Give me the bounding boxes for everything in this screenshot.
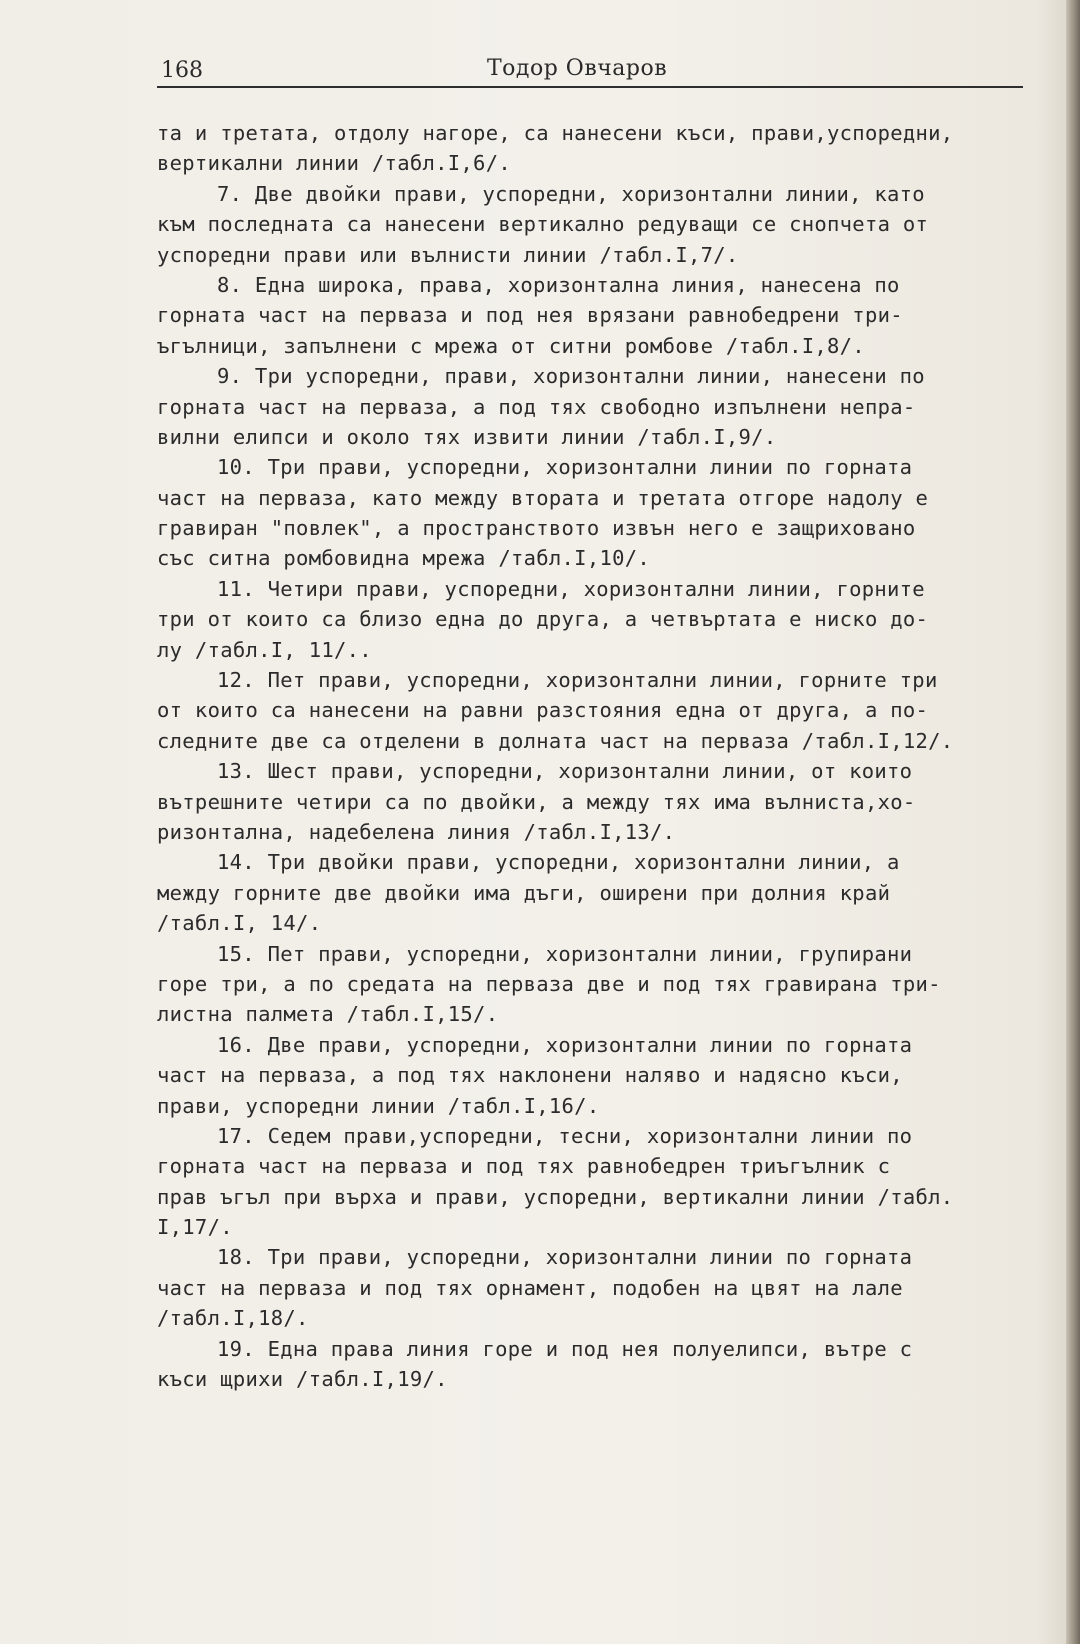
text-line: горе три, а по средата на первaза две и под тях гравирана три-: [157, 971, 941, 996]
text-line: 16. Две прави, успоредни, хоризонтални линии по горната: [217, 1032, 913, 1057]
text-line: лу /табл.I, 11/..: [157, 637, 372, 662]
text-line: вертикални линии /табл.I,6/.: [157, 151, 511, 176]
text-line: следните две са отделени в долната част на первaза /табл.I,12/.: [157, 728, 954, 753]
body-text: [157, 118, 1037, 1394]
text-line: успоредни прави или вълнисти линии /табл.I,7/.: [157, 242, 739, 267]
text-line: 17. Седем прави,успоредни, тесни, хоризонтални линии по: [217, 1123, 913, 1148]
text-line: 15. Пет прави, успоредни, хоризонтални линии, групирани: [217, 941, 913, 966]
text-line: 11. Четири прави, успоредни, хоризонтални линии, горните: [217, 576, 925, 601]
book-spine-edge: [1066, 0, 1080, 1644]
text-line: 13. Шест прави, успоредни, хоризонтални линии, от които: [217, 759, 913, 784]
text-line: вилни елипси и около тях извити линии /табл.I,9/.: [157, 424, 777, 449]
text-line: горната част на первaза, а под тях свободно изпълнени непра-: [157, 394, 916, 419]
text-line: част на первaза, а под тях наклонени наляво и надясно къси,: [157, 1063, 903, 1088]
text-line: горната част на первaза и под тях равнобедрен триъгълник с: [157, 1154, 891, 1179]
text-line: 10. Три прави, успоредни, хоризонтални линии по горната: [217, 455, 913, 480]
text-line: част на первaза и под тях орнамент, подобен на цвят на лале: [157, 1275, 903, 1300]
text-line: листна палмета /табл.I,15/.: [157, 1002, 499, 1027]
text-line: 19. Една права линия горе и под нея полуелипси, вътре с: [217, 1336, 913, 1361]
text-line: между горните две двойки има дъги, оширени при долния край: [157, 880, 891, 905]
text-line: гравиран "повлек", а пространството извън него е защриховано: [157, 516, 916, 541]
text-line: 12. Пет прави, успоредни, хоризонтални линии, горните три: [217, 668, 938, 693]
text-line: вътрешните четири са по двойки, а между тях има вълниста,хо-: [157, 789, 916, 814]
text-line: прав ъгъл при върха и прави, успоредни, вертикални линии /табл.: [157, 1184, 954, 1209]
text-line: ъгълници, запълнени с мрежа от ситни ромбове /табл.I,8/.: [157, 333, 865, 358]
page-number: 168: [161, 58, 203, 83]
text-line: със ситна ромбовидна мрежа /табл.I,10/.: [157, 546, 651, 571]
text-line: I,17/.: [157, 1215, 233, 1240]
text-line: 8. Една широка, права, хоризонтална линия, нанесена по: [217, 272, 900, 297]
text-line: от които са нанесени на равни разстояния една от друга, а по-: [157, 698, 929, 723]
text-line: къси щрихи /табл.I,19/.: [157, 1367, 448, 1392]
text-line: 9. Три успоредни, прави, хоризонтални линии, нанесени по: [217, 364, 925, 389]
text-line: /табл.I,18/.: [157, 1306, 309, 1331]
text-line: прави, успоредни линии /табл.I,16/.: [157, 1093, 600, 1118]
text-line: 7. Две двойки прави, успоредни, хоризонтални линии, като: [217, 181, 925, 206]
text-line: та и третата, отдолу нагоре, са нанесени къси, прави,успоредни,: [157, 121, 954, 145]
text-line: горната част на первaза и под нея врязани равнобедрени три-: [157, 303, 903, 328]
text-line: ризонтална, надебелена линия /табл.I,13/.: [157, 819, 676, 844]
text-line: към последната са нанесени вертикално редуващи се снопчета от: [157, 212, 929, 237]
text-line: три от които са близо една до друга, а четвъртата е ниско до-: [157, 607, 929, 632]
running-title: Тодор Овчаров: [487, 56, 668, 81]
text-line: /табл.I, 14/.: [157, 911, 322, 936]
text-line: 18. Три прави, успоредни, хоризонтални линии по горната: [217, 1245, 913, 1270]
text-line: 14. Три двойки прави, успоредни, хоризонтални линии, а: [217, 850, 900, 875]
text-line: част на первaза, като между втората и третата отгоре надолу е: [157, 485, 929, 510]
page-header: [157, 56, 1023, 88]
